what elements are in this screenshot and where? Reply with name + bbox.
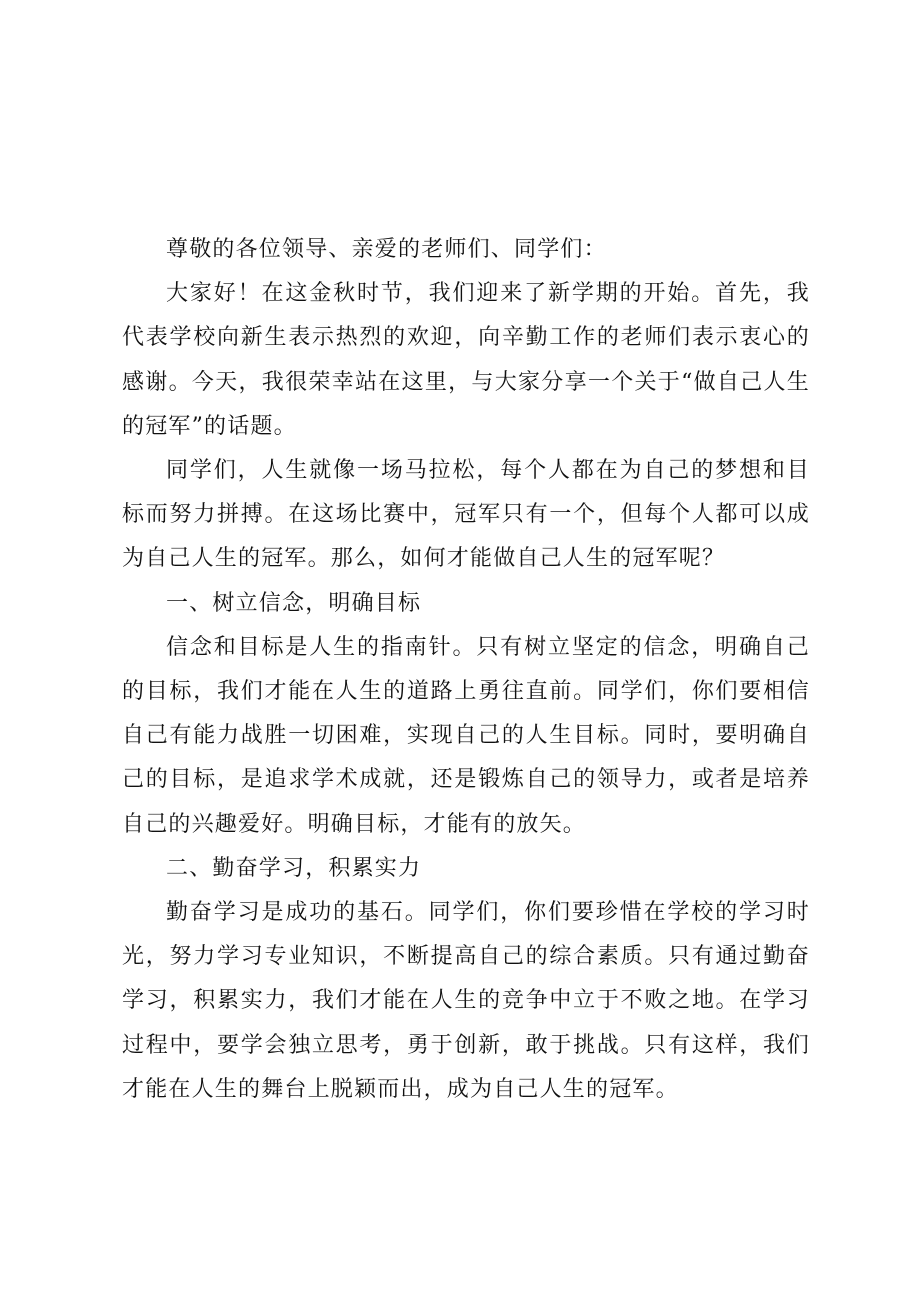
section-heading-2: 二、勤奋学习，积累实力 [166,855,422,881]
document-body [122,228,810,1112]
section-heading-1: 一、树立信念，明确目标 [166,590,422,616]
paragraph-greeting: 大家好！在这金秋时节，我们迎来了新学期的开始。首先，我代表学校向新生表示热烈的欢迎，向辛勤工作的老师们表示衷心的感谢。今天，我很荣幸站在这里，与大家分享一个关于“做自己人生的冠军”的话题。 [122,281,810,439]
paragraph-intro: 同学们，人生就像一场马拉松，每个人都在为自己的梦想和目标而努力拼搏。在这场比赛中，冠军只有一个，但每个人都可以成为自己人生的冠军。那么，如何才能做自己人生的冠军呢？ [122,458,810,572]
section-body-2: 勤奋学习是成功的基石。同学们，你们要珍惜在学校的学习时光，努力学习专业知识，不断提高自己的综合素质。只有通过勤奋学习，积累实力，我们才能在人生的竞争中立于不败之地。在学习过程中，要学会独立思考，勇于创新，敢于挑战。只有这样，我们才能在人生的舞台上脱颖而出，成为自己人生的冠军。 [122,900,810,1102]
salutation: 尊敬的各位领导、亲爱的老师们、同学们： [166,237,607,262]
section-body-1: 信念和目标是人生的指南针。只有树立坚定的信念，明确自己的目标，我们才能在人生的道路上勇往直前。同学们，你们要相信自己有能力战胜一切困难，实现自己的人生目标。同时，要明确自己的目标，是追求学术成就，还是锻炼自己的领导力，或者是培养自己的兴趣爱好。明确目标，才能有的放矢。 [122,634,810,837]
